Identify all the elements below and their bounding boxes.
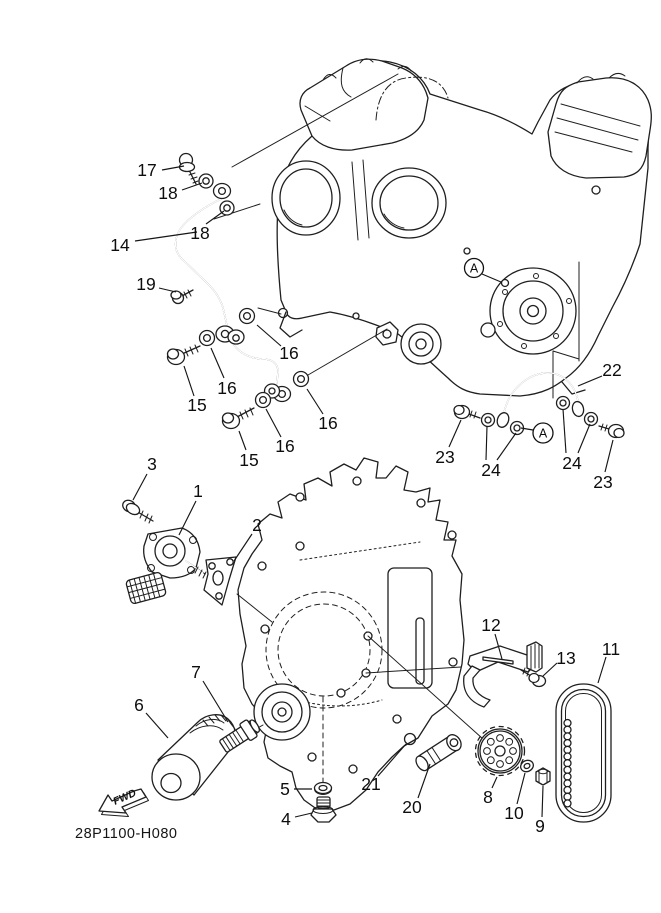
leader-line bbox=[563, 409, 566, 453]
oil-pump-assembly bbox=[121, 498, 236, 605]
callout-20: 20 bbox=[402, 797, 422, 817]
dowel-collar-20 bbox=[413, 732, 464, 773]
callout-22: 22 bbox=[602, 360, 622, 380]
callout-11: 11 bbox=[601, 639, 621, 659]
callout-10: 10 bbox=[504, 803, 524, 823]
leader-line bbox=[266, 409, 281, 437]
callout-12: 12 bbox=[481, 615, 501, 635]
leader-line bbox=[184, 366, 194, 396]
leader-line bbox=[578, 424, 590, 453]
oil-filter-assembly bbox=[152, 715, 263, 800]
gasket-2 bbox=[204, 557, 236, 605]
leader-line bbox=[146, 713, 168, 738]
callout-21: 21 bbox=[361, 774, 381, 794]
view-marker-label: A bbox=[469, 261, 479, 276]
callout-17: 17 bbox=[137, 160, 157, 180]
callout-15: 15 bbox=[187, 395, 207, 415]
callout-19: 19 bbox=[136, 274, 156, 294]
callout-9: 9 bbox=[535, 816, 545, 836]
callout-24: 24 bbox=[481, 460, 501, 480]
leader-line bbox=[159, 288, 176, 292]
leader-line bbox=[179, 501, 196, 535]
leader-line bbox=[257, 325, 281, 346]
leader-line bbox=[542, 786, 543, 817]
bolt-3 bbox=[121, 498, 153, 523]
leader-line bbox=[295, 813, 312, 817]
callout-18: 18 bbox=[190, 223, 210, 243]
leader-line bbox=[543, 663, 557, 676]
leader-line bbox=[605, 440, 613, 472]
leader-line bbox=[578, 376, 602, 386]
callout-7: 7 bbox=[191, 662, 201, 682]
leader-line bbox=[598, 657, 606, 683]
diagram-code: 28P1100-H080 bbox=[75, 826, 178, 842]
callout-4: 4 bbox=[281, 809, 291, 829]
lock-washer-10 bbox=[519, 758, 535, 773]
view-marker-label: A bbox=[538, 426, 548, 441]
pump-strainer-mesh bbox=[126, 572, 167, 604]
leader-line bbox=[211, 348, 224, 378]
banjo-bolt-17 bbox=[180, 154, 199, 185]
callout-5: 5 bbox=[280, 779, 290, 799]
leader-line bbox=[182, 183, 202, 190]
leader-line bbox=[307, 389, 323, 414]
crankcase-assembly bbox=[237, 458, 492, 810]
callout-16: 16 bbox=[217, 378, 237, 398]
engine-line-art bbox=[99, 59, 651, 822]
callout-14: 14 bbox=[110, 235, 130, 255]
callout-2: 2 bbox=[252, 515, 262, 535]
callout-24: 24 bbox=[562, 453, 582, 473]
callout-23: 23 bbox=[435, 447, 455, 467]
nut-9 bbox=[536, 768, 550, 785]
callout-16: 16 bbox=[275, 436, 295, 456]
callout-16: 16 bbox=[279, 343, 299, 363]
pump-drive-chain-11 bbox=[556, 684, 611, 822]
leader-line bbox=[133, 474, 147, 500]
callout-3: 3 bbox=[147, 454, 157, 474]
callout-15: 15 bbox=[239, 450, 259, 470]
leader-line bbox=[517, 773, 525, 804]
leader-line bbox=[239, 431, 246, 450]
leader-line bbox=[486, 426, 487, 460]
bolt-15 bbox=[168, 345, 255, 429]
fwd-label: FWD bbox=[111, 787, 139, 808]
leader-line bbox=[234, 534, 252, 561]
sprocket-8 bbox=[476, 727, 525, 776]
callout-16: 16 bbox=[318, 413, 338, 433]
callout-18: 18 bbox=[158, 183, 178, 203]
callout-8: 8 bbox=[483, 787, 493, 807]
leader-line bbox=[135, 232, 197, 241]
callout-1: 1 bbox=[193, 481, 203, 501]
callout-13: 13 bbox=[556, 648, 576, 668]
callout-23: 23 bbox=[593, 472, 613, 492]
leader-line bbox=[497, 433, 516, 460]
callout-6: 6 bbox=[134, 695, 144, 715]
leader-line bbox=[449, 420, 461, 447]
